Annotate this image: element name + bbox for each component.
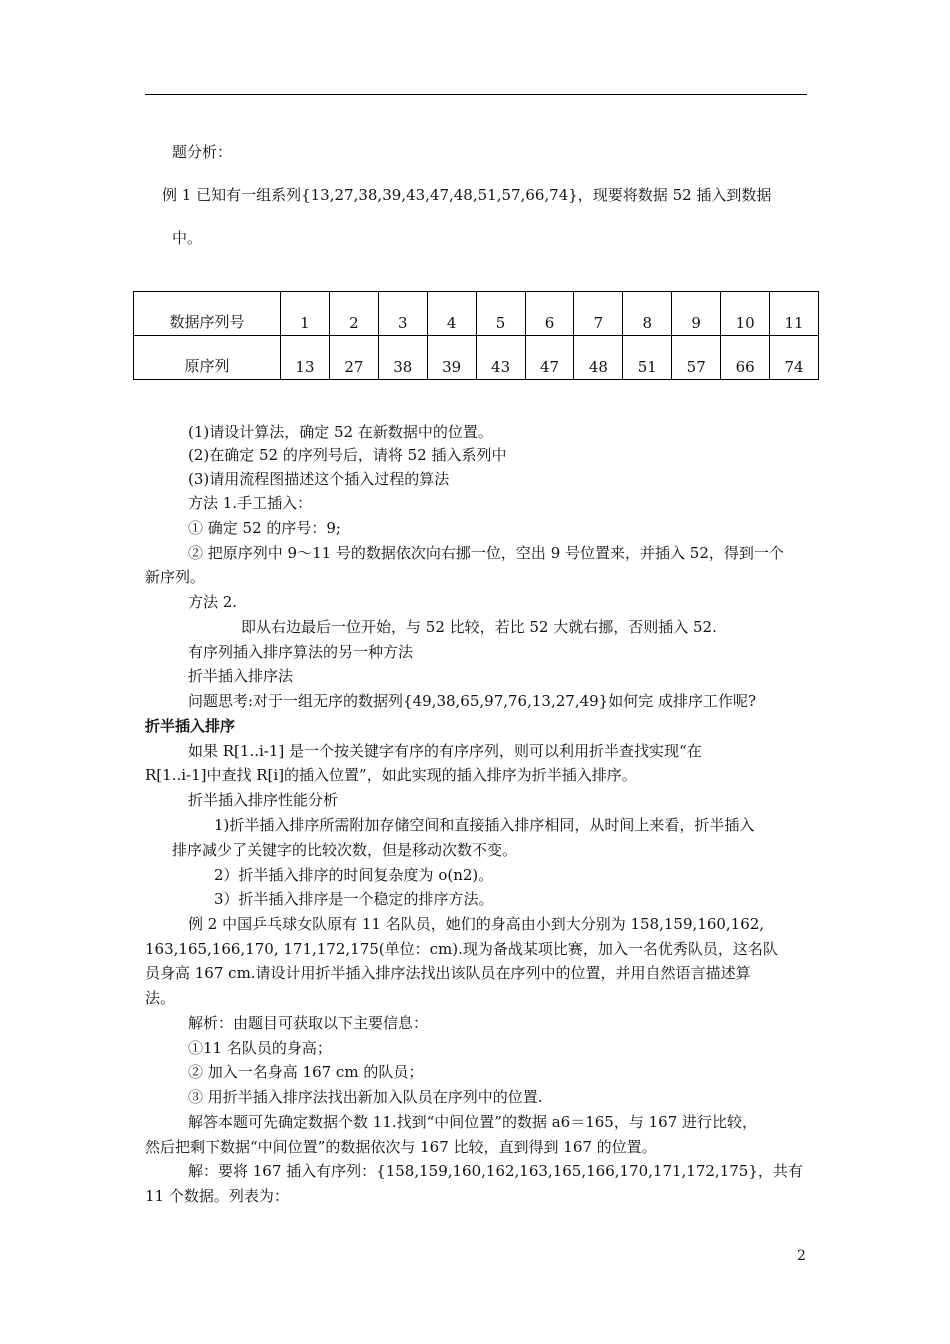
method-2-desc: 即从右边最后一位开始，与 52 比较，若比 52 大就右挪，否则插入 52. xyxy=(241,618,717,636)
question-1: (1)请设计算法，确定 52 在新数据中的位置。 xyxy=(188,423,493,441)
example2-line2: 163,165,166,170, 171,172,175(单位：cm).现为备战某项比赛，加入一名优秀队员，这名队 xyxy=(145,940,778,958)
row-label: 数据序列号 xyxy=(134,292,281,336)
table-cell: 3 xyxy=(378,292,427,336)
question-thinking: 问题思考:对于一组无序的数据列{49,38,65,97,76,13,27,49}如何完 成排序工作呢? xyxy=(188,692,757,710)
analysis-item-3: ③ 用折半插入排序法找出新加入队员在序列中的位置. xyxy=(188,1088,543,1106)
table-cell: 4 xyxy=(427,292,476,336)
table-cell: 27 xyxy=(329,336,378,380)
question-2: (2)在确定 52 的序列号后，请将 52 插入系列中 xyxy=(188,446,507,464)
section-heading: 折半插入排序 xyxy=(145,717,236,735)
table-cell: 66 xyxy=(721,336,770,380)
header-rule xyxy=(145,94,807,95)
analysis-item-2: ② 加入一名身高 167 cm 的队员； xyxy=(188,1063,424,1081)
solution-idea-line2: 然后把剩下数据“中间位置”的数据依次与 167 比较，直到得到 167 的位置。 xyxy=(145,1138,657,1156)
table-row xyxy=(134,292,819,336)
table-cell: 8 xyxy=(623,292,672,336)
solution-line1: 解：要将 167 插入有序列：{158,159,160,162,163,165,166,170,171,172,175}，共有 xyxy=(188,1162,803,1180)
table-cell: 39 xyxy=(427,336,476,380)
performance-2: 2）折半插入排序的时间复杂度为 o(n2)。 xyxy=(214,866,494,884)
method-1-step-1: ① 确定 52 的序号：9; xyxy=(188,519,341,537)
performance-3: 3）折半插入排序是一个稳定的排序方法。 xyxy=(214,890,494,908)
table-cell: 10 xyxy=(721,292,770,336)
table-cell: 48 xyxy=(574,336,623,380)
question-3: (3)请用流程图描述这个插入过程的算法 xyxy=(188,470,450,488)
another-method: 有序列插入排序算法的另一种方法 xyxy=(188,643,414,661)
performance-heading: 折半插入排序性能分析 xyxy=(188,791,339,809)
definition-line-2: R[1..i-1]中查找 R[i]的插入位置”，如此实现的插入排序为折半插入排序。 xyxy=(145,766,637,784)
table-cell: 47 xyxy=(525,336,574,380)
analysis-item-1: ①11 名队员的身高； xyxy=(188,1039,332,1057)
analysis-heading: 解析：由题目可获取以下主要信息： xyxy=(188,1014,429,1032)
table-cell: 51 xyxy=(623,336,672,380)
table-cell: 5 xyxy=(476,292,525,336)
solution-line2: 11 个数据。列表为： xyxy=(145,1187,289,1205)
intro-heading: 题分析： xyxy=(172,143,233,161)
example1-line1: 例 1 已知有一组系列{13,27,38,39,43,47,48,51,57,66,74}，现要将数据 52 插入到数据 xyxy=(162,186,772,204)
example2-line3: 员身高 167 cm.请设计用折半插入排序法找出该队员在序列中的位置，并用自然语言描述算 xyxy=(145,964,751,982)
table-cell: 2 xyxy=(329,292,378,336)
table-cell: 1 xyxy=(281,292,330,336)
definition-line-1: 如果 R[1..i-1] 是一个按关键字有序的有序序列，则可以利用折半查找实现“在 xyxy=(188,742,702,760)
performance-1: 1)折半插入排序所需附加存储空间和直接插入排序相同，从时间上来看，折半插入 xyxy=(214,816,755,834)
method-1-step-2: ② 把原序列中 9～11 号的数据依次向右挪一位，空出 9 号位置来，并插入 52，得到一个 xyxy=(188,544,784,562)
method-1-step-2-cont: 新序列。 xyxy=(145,568,206,586)
row-label: 原序列 xyxy=(134,336,281,380)
example1-line2: 中。 xyxy=(172,229,203,247)
table-cell: 11 xyxy=(770,292,819,336)
table-cell: 74 xyxy=(770,336,819,380)
table-cell: 38 xyxy=(378,336,427,380)
sequence-table xyxy=(133,291,819,380)
binary-insertion-method: 折半插入排序法 xyxy=(188,667,294,685)
solution-idea-line1: 解答本题可先确定数据个数 11.找到“中间位置”的数据 a6＝165，与 167 进行比较， xyxy=(188,1113,758,1131)
example2-line1: 例 2 中国乒乓球女队原有 11 名队员，她们的身高由小到大分别为 158,159,160,162, xyxy=(188,915,765,933)
method-2-title: 方法 2. xyxy=(188,593,238,611)
method-1-title: 方法 1.手工插入： xyxy=(188,494,313,512)
table-cell: 43 xyxy=(476,336,525,380)
example2-line4: 法。 xyxy=(145,989,176,1007)
table-row xyxy=(134,336,819,380)
table-cell: 13 xyxy=(281,336,330,380)
table-cell: 6 xyxy=(525,292,574,336)
table-cell: 7 xyxy=(574,292,623,336)
performance-1-cont: 排序减少了关键字的比较次数，但是移动次数不变。 xyxy=(172,841,518,859)
page-number: 2 xyxy=(797,1248,806,1264)
table-cell: 9 xyxy=(672,292,721,336)
table-cell: 57 xyxy=(672,336,721,380)
